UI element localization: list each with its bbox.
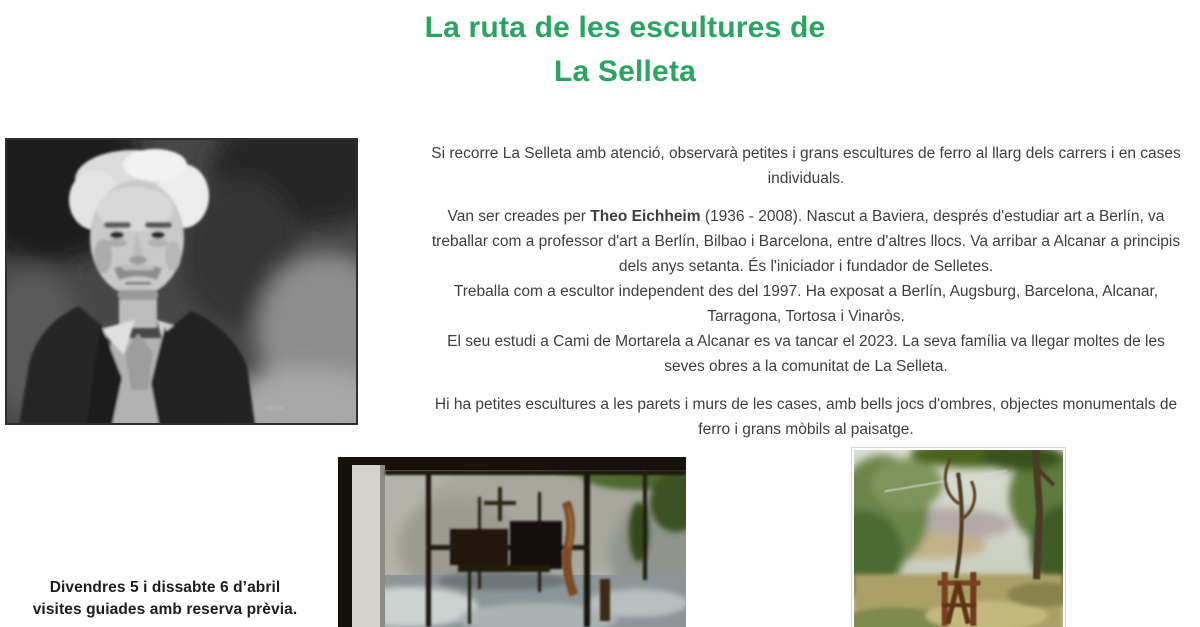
event-notice	[10, 577, 320, 621]
portrait-photo	[5, 138, 358, 425]
studio-sculpture-photo	[338, 457, 686, 627]
landscape-sculpture-photo	[851, 447, 1066, 627]
page-title	[0, 6, 1200, 94]
event-notice-line1: Divendres 5 i dissabte 6 d’abril	[49, 579, 281, 596]
article-text	[425, 141, 1187, 442]
paragraph-studio: El seu estudi a Cami de Mortarela a Alcanar es va tancar el 2023. La seva família va llegar moltes de les seves obres a la comunitat de La Selleta.	[447, 333, 1165, 375]
paragraph-bio: Van ser creades per Theo Eichheim (1936 - 2008). Nascut a Baviera, després d'estudiar art a Berlín, va treballar com a professor d'art a Berlín, Bilbao i Barcelona, entre d'altres llocs. Va arribar a Alcanar a principis dels anys setanta. És l'iniciador i fundador de Selletes.	[431, 208, 1181, 275]
photo-credit-watermark	[267, 406, 329, 410]
artist-name: Theo Eichheim	[590, 208, 701, 225]
paragraph-sculptures: Hi ha petites escultures a les parets i murs de les cases, amb bells jocs d'ombres, objectes monumentals de ferro i grans mòbils al paisatge.	[434, 396, 1178, 438]
event-notice-line2: visites guiades amb reserva prèvia.	[32, 601, 298, 618]
page-title-line2: La Selleta	[553, 55, 697, 88]
paragraph-career: Treballa com a escultor independent des del 1997. Ha exposat a Berlín, Augsburg, Barcelona, Alcanar, Tarragona, Tortosa i Vinaròs.	[453, 283, 1159, 325]
paragraph-intro: Si recorre La Selleta amb atenció, observarà petites i grans escultures de ferro al llarg dels carrers i en cases individuals.	[431, 145, 1181, 187]
page-title-line1: La ruta de les escultures de	[424, 11, 826, 44]
